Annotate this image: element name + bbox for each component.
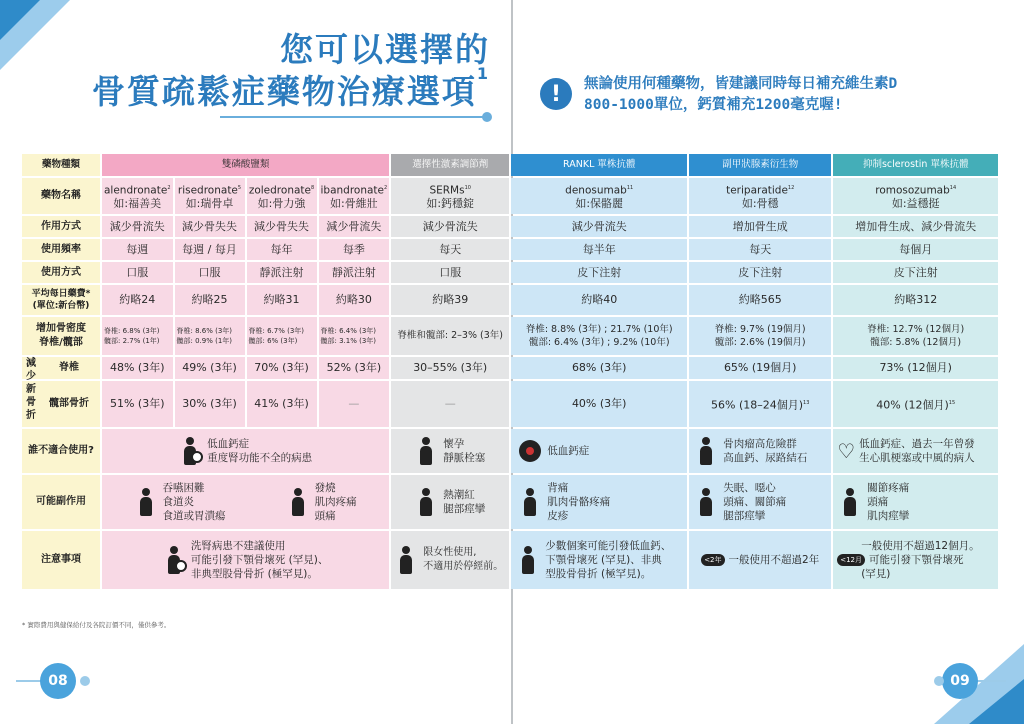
exclamation-icon: ! [540,78,572,110]
cell-name: denosumab$^{11}$ 如:保骼麗 [511,178,687,214]
cell-route: 皮下注射 [511,262,687,283]
cell-side-pth: 失眠、噁心 頭痛、關節痛 腿部痙攣 [689,475,831,529]
cell-name: romosozumab$^{14}$ 如:益穩挺 [833,178,998,214]
cell-bmd: 脊椎: 8.6% (3年) 髖部: 0.9% (1年) [175,317,245,355]
cell-side-scl: 關節疼痛 頭痛 肌肉痙攣 [833,475,998,529]
cell-hip: 56% (18–24個月)$^{13}$ [689,381,831,427]
cell-frequency: 每週 / 每月 [175,239,245,260]
cell-mechanism: 減少骨失失 [247,216,317,237]
cell-bmd: 脊椎: 8.8% (3年) ; 21.7% (10年) 髖部: 6.4% (3年) ; 9.2% (10年) [511,317,687,355]
woman-icon [395,546,417,574]
row-label-frequency: 使用頻率 [22,239,100,260]
cell-route: 口服 [391,262,509,283]
page-title-line2: 骨質疏鬆症藥物治療選項$^1$ [91,64,490,111]
cell-caution-rankl: 少數個案可能引發低血鈣、 下顎骨壞死 (罕見)、非典 型股骨骨折 (極罕見)。 [511,531,687,589]
cell-mechanism: 增加骨生成、減少骨流失 [833,216,998,237]
cell-route: 口服 [175,262,245,283]
cell-mechanism: 減少骨流失 [511,216,687,237]
cell-name: SERMs$^{10}$ 如:鈣穩錠 [391,178,509,214]
cell-name: alendronate$^2$ 如:福善美 [102,178,173,214]
page-number-dot [934,676,944,686]
person-alert-icon [695,437,717,465]
row-label-caution: 注意事項 [22,531,100,589]
header-rankl: RANKL 單株抗體 [511,154,687,176]
cell-name: risedronate$^5$ 如:瑞骨卓 [175,178,245,214]
cell-route: 皮下注射 [833,262,998,283]
page-number-right: 09 [942,663,978,699]
drug-comparison-table [20,152,1000,591]
row-contraindication [22,429,998,473]
cell-spine: 73% (12個月) [833,357,998,379]
cell-bmd: 脊椎: 9.7% (19個月) 髖部: 2.6% (19個月) [689,317,831,355]
row-side-effects [22,475,998,529]
cell-spine: 30–55% (3年) [391,357,509,379]
cell-cost: 約略30 [319,285,390,315]
cell-mechanism: 增加骨生成 [689,216,831,237]
page-title-line1: 您可以選擇的 [280,30,490,69]
cell-frequency: 每個月 [833,239,998,260]
cell-name: teriparatide$^{12}$ 如:骨穩 [689,178,831,214]
cell-contra-bis: 低血鈣症 重度腎功能不全的病患 [102,429,389,473]
cell-mechanism: 減少骨流失 [102,216,173,237]
person-no-icon [163,546,185,574]
person-cough-icon [135,488,157,516]
row-bmd [22,317,998,355]
cell-caution-bis: 洗腎病患不建議使用 可能引發下顎骨壞死 (罕見)、 非典型股骨骨折 (極罕見)。 [102,531,389,589]
cell-spine: 52% (3年) [319,357,390,379]
cell-contra-serm: 懷孕 靜脈栓塞 [391,429,509,473]
cell-mechanism: 減少骨流失 [319,216,390,237]
cell-bmd: 脊椎: 12.7% (12個月) 髖部: 5.8% (12個月) [833,317,998,355]
footnote: * 實際費用與健保給付及各院訂價不同，僅供參考。 [22,621,171,629]
cell-caution-serm: 限女性使用, 不適用於停經前。 [391,531,509,589]
cell-caution-pth: <2年 一般使用不超過2年 [689,531,831,589]
page-number-left: 08 [40,663,76,699]
person-joint-pain-icon [839,488,861,516]
cell-hip: 40% (3年) [511,381,687,427]
title-underline-dot [482,112,492,122]
row-cost [22,285,998,315]
cell-spine: 48% (3年) [102,357,173,379]
cell-cost: 約略24 [102,285,173,315]
person-back-pain-icon [519,488,541,516]
row-label-spine: 減 少 新 骨 折 脊椎 [22,357,100,379]
cell-mechanism: 減少骨流失 [391,216,509,237]
cell-contra-scl: ♡ 低血鈣症、過去一年曾發 生心肌梗塞或中風的病人 [833,429,998,473]
cell-spine: 65% (19個月) [689,357,831,379]
cell-hip: — [391,381,509,427]
cell-side-bis: 吞嚥困難 食道炎 食道或胃潰瘍 發燒 肌肉疼痛 頭痛 [102,475,389,529]
cell-hip: 51% (3年) [102,381,173,427]
row-caution [22,531,998,589]
cell-route: 皮下注射 [689,262,831,283]
cell-frequency: 每季 [319,239,390,260]
cell-route: 靜派注射 [319,262,390,283]
cell-spine: 68% (3年) [511,357,687,379]
cell-hip: 40% (12個月)$^{15}$ [833,381,998,427]
person-fever-icon [287,488,309,516]
row-label-cost: 平均每日藥費* (單位:新台幣) [22,285,100,315]
header-bisphosphonate: 雙磷酸鹽類 [102,154,389,176]
row-label-mechanism: 作用方式 [22,216,100,237]
notice-line1: 無論使用何種藥物，皆建議同時每日補充維生素D [584,76,898,92]
cell-frequency: 每年 [247,239,317,260]
cell-frequency: 每天 [391,239,509,260]
cell-cost: 約略39 [391,285,509,315]
cell-bmd: 脊椎: 6.4% (3年) 髖部: 3.1% (3年) [319,317,390,355]
person-icon [517,546,539,574]
cell-frequency: 每天 [689,239,831,260]
row-mechanism [22,216,998,237]
header-drug-type: 藥物種類 [22,154,100,176]
duration-badge: <2年 [701,554,724,566]
header-row [22,154,998,176]
cell-side-serm: 熱潮紅 腿部痙攣 [391,475,509,529]
heartbeat-icon: ♡ [837,439,856,463]
cell-caution-scl: 一般使用不超過12個月。 <12月 可能引發下顎骨壞死 (罕見) [833,531,998,589]
page-number-line [16,680,42,682]
cell-route: 口服 [102,262,173,283]
row-label-contra: 誰不適合使用? [22,429,100,473]
cell-bmd: 脊椎: 6.7% (3年) 髖部: 6% (3年) [247,317,317,355]
cell-name: ibandronate$^2$ 如:骨維壯 [319,178,390,214]
cell-frequency: 每半年 [511,239,687,260]
row-label-reduce: 減 少 新 骨 折 [26,358,36,421]
cell-route: 靜派注射 [247,262,317,283]
header-sclerostin: 抑制sclerostin 單株抗體 [833,154,998,176]
notice-box [540,74,897,116]
pregnant-person-icon [415,437,437,465]
row-drug-name [22,178,998,214]
cell-bmd: 脊椎: 6.8% (3年) 髖部: 2.7% (1年) [102,317,173,355]
person-nausea-icon [695,488,717,516]
notice-line2: 800-1000單位，鈣質補充1200毫克喔! [584,97,843,113]
cell-side-rankl: 背痛 肌肉骨骼疼痛 皮疹 [511,475,687,529]
row-label-hip: 髖部骨折 [22,381,100,427]
row-hip-fracture [22,381,998,427]
cell-name: zoledronate$^8$ 如:骨力強 [247,178,317,214]
cell-spine: 70% (3年) [247,357,317,379]
header-pth: 副甲狀腺素衍生物 [689,154,831,176]
person-leg-cramp-icon [415,488,437,516]
row-route [22,262,998,283]
row-label-side: 可能副作用 [22,475,100,529]
cell-contra-pth: 骨肉瘤高危險群 高血鈣、尿路結石 [689,429,831,473]
row-label-bmd: 增加骨密度 脊椎/髖部 [22,317,100,355]
page-number-line [976,680,1006,682]
cell-bmd: 脊椎和髖部: 2–3% (3年) [391,317,509,355]
cell-hip: 30% (3年) [175,381,245,427]
cell-cost: 約略565 [689,285,831,315]
decor-corner-dark [0,0,40,40]
cell-cost: 約略40 [511,285,687,315]
cell-contra-rankl: 低血鈣症 [511,429,687,473]
row-label-name: 藥物名稱 [22,178,100,214]
cell-cost: 約略312 [833,285,998,315]
person-no-icon [179,437,201,465]
row-spine-fracture [22,357,998,379]
row-frequency [22,239,998,260]
title-underline [220,116,486,118]
cell-cost: 約略25 [175,285,245,315]
cell-mechanism: 減少骨失失 [175,216,245,237]
header-serm: 選擇性激素調節劑 [391,154,509,176]
page-number-dot [80,676,90,686]
cell-hip: 41% (3年) [247,381,317,427]
cell-spine: 49% (3年) [175,357,245,379]
cell-frequency: 每週 [102,239,173,260]
cell-cost: 約略31 [247,285,317,315]
cell-hip: — [319,381,390,427]
row-label-route: 使用方式 [22,262,100,283]
blood-cell-icon [519,440,541,462]
duration-badge: <12月 [837,554,865,566]
